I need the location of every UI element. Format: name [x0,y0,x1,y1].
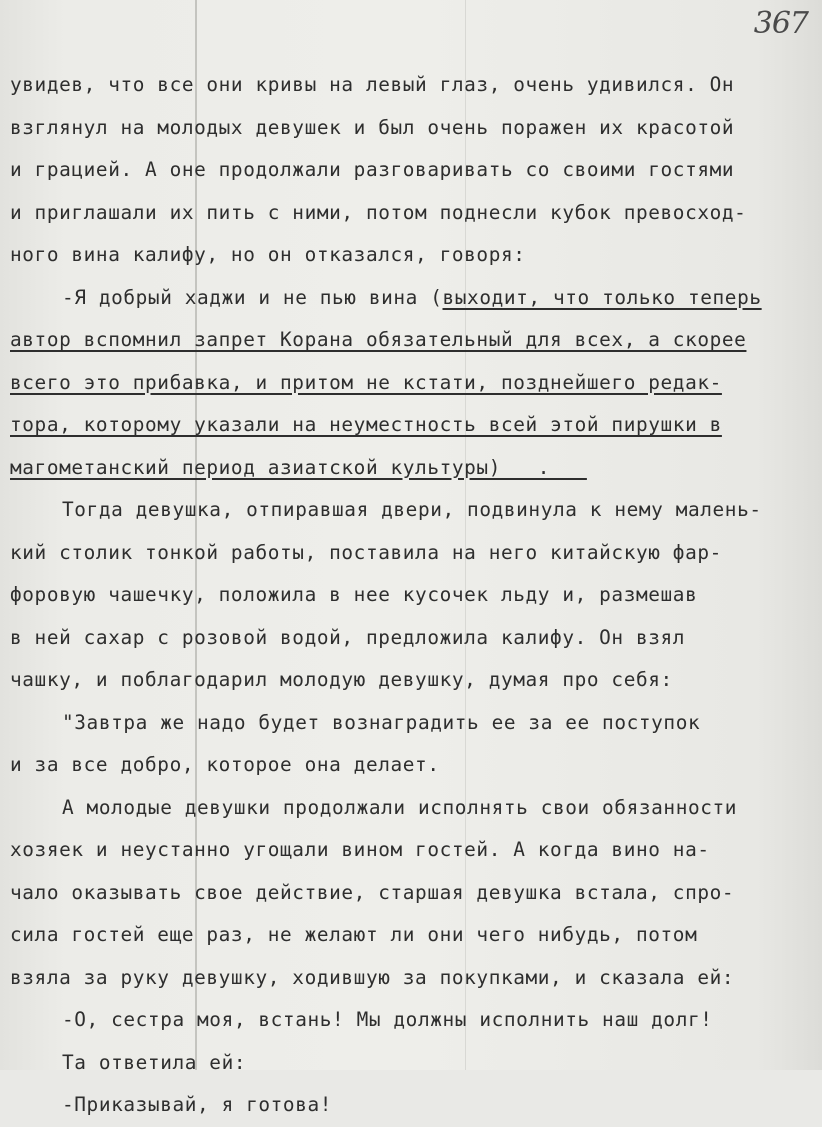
text-line-content: увидев, что все они кривы на левый глаз, очень удивился. Он [10,73,735,96]
text-line-content: ного вина калифу, но он отказался, говоря: [10,243,526,266]
text-line-content: чашку, и поблагодарил молодую девушку, думая про себя: [10,668,673,691]
text-line [10,277,815,320]
text-line-content: тора, которому указали на неуместность всей этой пирушки в [10,413,722,436]
text-line [10,659,815,702]
text-line [10,957,815,1000]
text-line [10,404,815,447]
text-line [10,362,815,405]
text-line-content: -О, сестра моя, встань! Мы должны исполнить наш долг! [62,1008,713,1031]
text-line-content: кий столик тонкой работы, поставила на него китайскую фар- [10,540,722,564]
text-line [10,319,815,362]
text-line [10,489,815,532]
text-line [10,872,815,915]
text-line [10,64,815,107]
page-number: 367 [753,6,808,41]
text-line [10,702,815,745]
text-line-content: автор вспомнил запрет Корана обязательный для всех, а скорее [10,328,747,351]
text-line [10,447,815,490]
text-line [10,532,815,575]
text-line-content: Тогда девушка, отпиравшая двери, подвинула к нему малень- [62,498,762,521]
text-line [10,787,815,830]
text-line [10,1084,815,1127]
text-line-content: и за все добро, которое она делает. [10,753,440,776]
text-line-content: хозяек и неустанно угощали вином гостей. А когда вино на- [10,838,710,861]
text-line [10,574,815,617]
text-line-content: -Приказывай, я готова! [62,1093,333,1116]
text-line [10,107,815,150]
text-line [10,914,815,957]
text-line [10,617,815,660]
text-line-content: всего это прибавка, и притом не кстати, позднейшего редак- [10,370,722,394]
text-line-content: в ней сахар с розовой водой, предложила калифу. Он взял [10,625,686,649]
text-line [10,744,815,787]
text-line [10,999,815,1042]
text-line-content: и приглашали их пить с ними, потом поднесли кубок превосход- [10,200,747,224]
text-line-content: взяла за руку девушку, ходившую за покупками, и сказала ей: [10,965,735,989]
text-line-content: сила гостей еще раз, не желают ли они чего нибудь, потом [10,923,698,946]
text-line [10,829,815,872]
text-line [10,149,815,192]
text-line-content: взглянул на молодых девушек и был очень поражен их красотой [10,115,735,139]
text-line [10,192,815,235]
text-line-content: чало оказывать свое действие, старшая девушка встала, спро- [10,880,735,904]
text-line-content: А молодые девушки продолжали исполнять свои обязанности [62,795,738,819]
text-line-content: "Завтра же надо будет вознаградить ее за ее поступок [62,710,701,734]
text-line-content: Та ответила ей: [62,1050,247,1074]
underlined-remark: выходит, что только теперь [442,285,762,309]
text-line-content: форовую чашечку, положила в нее кусочек льду и, размешав [10,583,698,606]
text-line-content: -Я добрый хаджи и не пью вина ( [62,285,443,309]
text-line-content: магометанский период азиатской культуры) . [10,455,587,479]
text-line-content: и грацией. А оне продолжали разговаривать со своими гостями [10,158,735,181]
text-line [10,234,815,277]
typewritten-text [10,64,815,1127]
text-line [10,1042,815,1085]
